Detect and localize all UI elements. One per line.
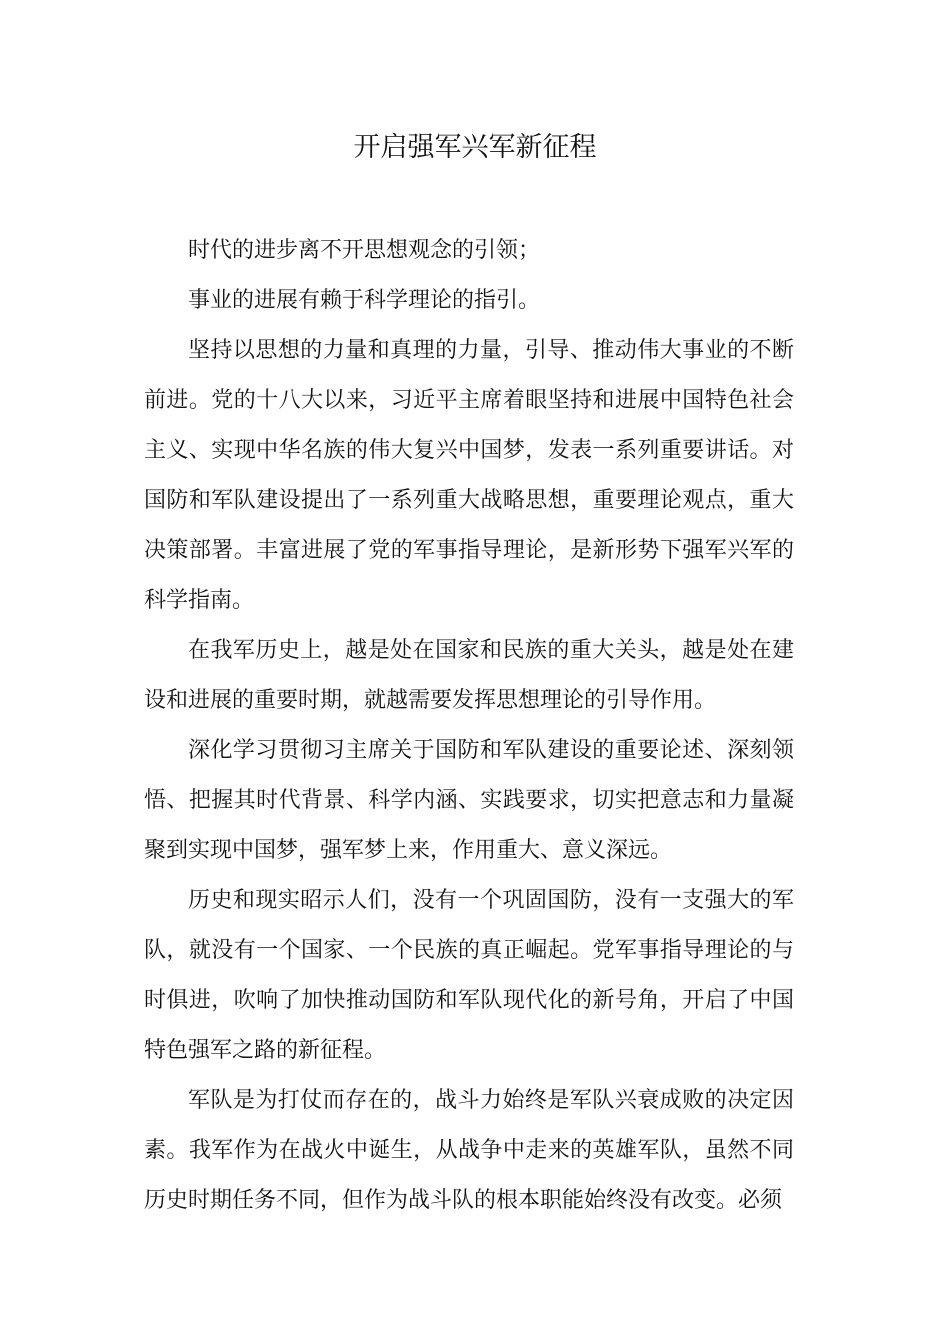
- paragraph-5: 深化学习贯彻习主席关于国防和军队建设的重要论述、深刻领悟、把握其时代背景、科学内涵、实践要求，切实把意志和力量凝聚到实现中国梦，强军梦上来，作用重大、意义深远。: [144, 738, 794, 863]
- paragraph-4: 在我军历史上，越是处在国家和民族的重大关头，越是处在建设和进展的重要时期，就越需要发挥思想理论的引导作用。: [144, 638, 794, 713]
- paragraph-2: 事业的进展有赖于科学理论的指引。: [188, 288, 541, 313]
- paragraph-1: 时代的进步离不开思想观念的引领；: [188, 238, 541, 263]
- paragraph-7: 军队是为打仗而存在的，战斗力始终是军队兴衰成败的决定因素。我军作为在战火中诞生，从战争中走来的英雄军队，虽然不同历史时期任务不同，但作为战斗队的根本职能始终没有改变。必须: [144, 1088, 794, 1213]
- document-body: [144, 226, 794, 1226]
- paragraph-6: 历史和现实昭示人们，没有一个巩固国防，没有一支强大的军队，就没有一个国家、一个民族的真正崛起。党军事指导理论的与时俱进，吹响了加快推动国防和军队现代化的新号角，开启了中国特色强军之路的新征程。: [144, 888, 794, 1063]
- document-title: 开启强军兴军新征程: [353, 132, 597, 163]
- paragraph-3: 坚持以思想的力量和真理的力量，引导、推动伟大事业的不断前进。党的十八大以来，习近平主席着眼坚持和进展中国特色社会主义、实现中华名族的伟大复兴中国梦，发表一系列重要讲话。对国防和军队建设提出了一系列重大战略思想，重要理论观点，重大决策部署。丰富进展了党的军事指导理论，是新形势下强军兴军的科学指南。: [144, 338, 794, 613]
